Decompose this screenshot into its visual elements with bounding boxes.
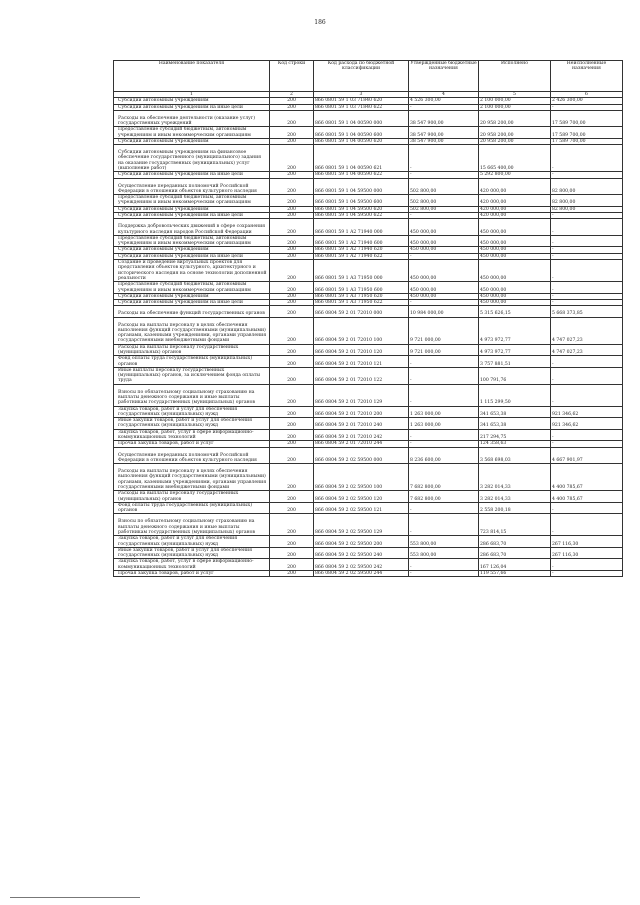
row-unexecuted: 5 668 373,85 <box>551 306 623 317</box>
row-code: 200 <box>270 306 314 317</box>
row-name: Субсидии автономным учреждениям на иные цели <box>114 213 270 219</box>
table-row <box>114 145 623 172</box>
row-unexecuted: - <box>551 429 623 441</box>
row-approved: - <box>409 172 479 178</box>
header-unexecuted: Неисполненные назначения <box>551 61 623 92</box>
row-executed: 3 282 014,33 <box>479 464 551 491</box>
row-unexecuted: 4 400 785,67 <box>551 491 623 503</box>
row-classification-code: 866 0804 59 2 02 59500 121 <box>314 502 409 514</box>
row-approved: - <box>409 514 479 536</box>
row-approved: - <box>409 502 479 514</box>
row-code: 200 <box>270 429 314 441</box>
table-row <box>114 406 623 418</box>
row-code: 200 <box>270 127 314 139</box>
row-executed: 119 557,66 <box>479 571 551 577</box>
row-approved: - <box>409 300 479 306</box>
column-number: 3 <box>314 92 409 98</box>
row-executed: 2 100 000,00 <box>479 98 551 104</box>
row-code: 200 <box>270 317 314 344</box>
row-approved: 38 547 900,00 <box>409 138 479 144</box>
header-classification: Код расхода по бюджетной классификации <box>314 61 409 92</box>
row-unexecuted: - <box>551 235 623 247</box>
table-row <box>114 195 623 207</box>
row-executed: 3 568 698,03 <box>479 447 551 464</box>
row-code: 200 <box>270 195 314 207</box>
row-approved: 1 263 000,00 <box>409 406 479 418</box>
row-approved: 502 800,00 <box>409 206 479 212</box>
table-row <box>114 571 623 577</box>
row-classification-code: 866 0804 59 2 01 72010 122 <box>314 367 409 384</box>
row-name: Предоставление субсидий бюджетным, автономным учреждениям и иным некоммерческим организациям <box>114 195 270 207</box>
row-unexecuted: 17 589 700,00 <box>551 127 623 139</box>
row-executed: 5 292 800,00 <box>479 172 551 178</box>
row-classification-code: 866 0804 59 2 02 59500 129 <box>314 514 409 536</box>
row-approved: - <box>409 571 479 577</box>
row-code: 200 <box>270 172 314 178</box>
budget-execution-table <box>113 60 623 577</box>
row-classification-code: 866 0804 59 2 02 59500 000 <box>314 447 409 464</box>
row-unexecuted: - <box>551 300 623 306</box>
row-executed: 420 000,00 <box>479 178 551 195</box>
row-classification-code: 866 0801 59 1 A3 71950 622 <box>314 300 409 306</box>
row-unexecuted: 267 116,30 <box>551 536 623 548</box>
row-executed: 20 958 200,00 <box>479 127 551 139</box>
row-code: 200 <box>270 384 314 406</box>
row-approved: 8 236 600,00 <box>409 447 479 464</box>
row-unexecuted: 921 346,62 <box>551 418 623 430</box>
table-row <box>114 282 623 294</box>
row-approved: 450 000,00 <box>409 260 479 282</box>
row-classification-code: 866 0801 59 1 04 00590 000 <box>314 110 409 127</box>
row-approved: - <box>409 253 479 259</box>
row-code: 200 <box>270 104 314 110</box>
row-classification-code: 866 0801 59 1 A3 71950 600 <box>314 282 409 294</box>
row-name: Взносы по обязательному социальному страхованию на выплаты денежного содержания и иные выплаты работникам государственных (муниципальных) органов <box>114 384 270 406</box>
row-unexecuted: - <box>551 145 623 172</box>
row-unexecuted: - <box>551 282 623 294</box>
row-approved: 9 721 000,00 <box>409 317 479 344</box>
row-classification-code: 866 0804 59 2 01 72010 242 <box>314 429 409 441</box>
row-approved: - <box>409 384 479 406</box>
row-name: Субсидии автономным учреждениям на финансовое обеспечение государственного (муниципального) задания на оказание государственных (муниципальных) услуг (выполнение работ) <box>114 145 270 172</box>
row-classification-code: 866 0801 59 1 04 00590 620 <box>314 138 409 144</box>
row-unexecuted: - <box>551 293 623 299</box>
row-code: 200 <box>270 206 314 212</box>
row-executed: 3 757 881,51 <box>479 356 551 368</box>
row-approved: - <box>409 213 479 219</box>
row-code: 200 <box>270 441 314 447</box>
row-classification-code: 866 0801 59 1 04 59500 620 <box>314 206 409 212</box>
row-executed: 100 791,76 <box>479 367 551 384</box>
row-unexecuted: 82 800,00 <box>551 178 623 195</box>
row-unexecuted: 2 426 300,00 <box>551 98 623 104</box>
row-unexecuted: 4 747 027,23 <box>551 317 623 344</box>
row-unexecuted: - <box>551 247 623 253</box>
row-code: 200 <box>270 235 314 247</box>
row-classification-code: 866 0804 59 2 01 72010 121 <box>314 356 409 368</box>
row-classification-code: 866 0801 59 1 04 59500 622 <box>314 213 409 219</box>
row-code: 200 <box>270 98 314 104</box>
row-code: 200 <box>270 502 314 514</box>
row-classification-code: 866 0804 59 2 02 59500 240 <box>314 547 409 559</box>
row-classification-code: 866 0804 59 2 01 72010 120 <box>314 344 409 356</box>
row-code: 200 <box>270 514 314 536</box>
row-code: 200 <box>270 367 314 384</box>
row-unexecuted: 4 747 027,23 <box>551 344 623 356</box>
row-approved: - <box>409 441 479 447</box>
row-code: 200 <box>270 247 314 253</box>
row-classification-code: 866 0801 59 1 A2 71940 000 <box>314 219 409 236</box>
row-code: 200 <box>270 571 314 577</box>
row-classification-code: 866 0801 59 1 04 59500 000 <box>314 178 409 195</box>
row-classification-code: 866 0804 59 2 01 72010 240 <box>314 418 409 430</box>
header-code: Код строки <box>270 61 314 92</box>
row-executed: 450 000,00 <box>479 260 551 282</box>
table-row <box>114 464 623 491</box>
row-executed: 286 683,70 <box>479 547 551 559</box>
row-classification-code: 866 0804 59 2 02 59500 244 <box>314 571 409 577</box>
row-executed: 217 294,75 <box>479 429 551 441</box>
row-classification-code: 866 0804 59 2 01 72010 200 <box>314 406 409 418</box>
row-executed: 450 000,00 <box>479 293 551 299</box>
row-classification-code: 866 0804 59 2 01 72010 129 <box>314 384 409 406</box>
row-classification-code: 866 0801 59 1 04 59500 600 <box>314 195 409 207</box>
row-name: Предоставление субсидий бюджетным, автономным учреждениям и иным некоммерческим организациям <box>114 235 270 247</box>
row-approved: 7 682 800,00 <box>409 464 479 491</box>
table-header-row <box>114 61 623 92</box>
row-approved: 450 000,00 <box>409 293 479 299</box>
row-name: Иные выплаты персоналу государственных (муниципальных) органов, за исключением фонда оплаты труда <box>114 367 270 384</box>
row-executed: 420 000,00 <box>479 213 551 219</box>
row-unexecuted: 4 667 901,97 <box>551 447 623 464</box>
row-classification-code: 866 0804 59 2 02 59500 242 <box>314 559 409 571</box>
row-executed: 450 000,00 <box>479 235 551 247</box>
row-executed: 286 683,70 <box>479 536 551 548</box>
row-approved: - <box>409 145 479 172</box>
row-classification-code: 866 0801 59 1 A3 71950 000 <box>314 260 409 282</box>
column-number: 1 <box>114 92 270 98</box>
row-executed: 4 973 972,77 <box>479 317 551 344</box>
row-executed: 341 653,38 <box>479 418 551 430</box>
row-name: Субсидии автономным учреждениям на иные цели <box>114 172 270 178</box>
row-code: 200 <box>270 219 314 236</box>
row-classification-code: 866 0801 59 1 A2 71940 622 <box>314 253 409 259</box>
table-row <box>114 491 623 503</box>
table-row <box>114 447 623 464</box>
column-number: 2 <box>270 92 314 98</box>
row-code: 200 <box>270 138 314 144</box>
row-name: Расходы на обеспечение деятельности (оказание услуг) государственных учреждений <box>114 110 270 127</box>
row-code: 200 <box>270 282 314 294</box>
row-name: Фонд оплаты труда государственных (муниципальных) органов <box>114 356 270 368</box>
row-name: Создание и проведение виртуальных проектов для представления объектов культурного, архитектурного и исторического наследия на основе технологии дополненной реальности <box>114 260 270 282</box>
row-name: Осуществление переданных полномочий Российской Федерации в отношении объектов культурного наследия <box>114 178 270 195</box>
row-approved: 10 984 000,00 <box>409 306 479 317</box>
row-name: Предоставление субсидий бюджетным, автономным учреждениям и иным некоммерческим организациям <box>114 282 270 294</box>
row-name: Субсидии автономным учреждениям на иные цели <box>114 253 270 259</box>
row-classification-code: 866 0801 59 1 04 00590 621 <box>314 145 409 172</box>
row-unexecuted: - <box>551 384 623 406</box>
row-unexecuted: - <box>551 367 623 384</box>
header-executed: Исполнено <box>479 61 551 92</box>
row-name: Осуществление переданных полномочий Российской Федерации в отношении объектов культурного наследия <box>114 447 270 464</box>
row-approved: - <box>409 559 479 571</box>
column-number: 4 <box>409 92 479 98</box>
table-row <box>114 367 623 384</box>
row-name: Иные закупки товаров, работ и услуг для обеспечения государственных (муниципальных) нужд <box>114 418 270 430</box>
row-code: 200 <box>270 464 314 491</box>
row-name: Субсидии автономным учреждениям на иные цели <box>114 300 270 306</box>
row-approved: 1 263 000,00 <box>409 418 479 430</box>
table-row <box>114 502 623 514</box>
row-code: 200 <box>270 300 314 306</box>
row-code: 200 <box>270 447 314 464</box>
row-unexecuted: - <box>551 559 623 571</box>
row-code: 200 <box>270 213 314 219</box>
row-name: Закупка товаров, работ, услуг в сфере информационно-коммуникационных технологий <box>114 429 270 441</box>
row-approved: 38 547 900,00 <box>409 110 479 127</box>
row-executed: 1 115 299,50 <box>479 384 551 406</box>
row-approved: - <box>409 356 479 368</box>
row-executed: 15 665 400,00 <box>479 145 551 172</box>
row-approved: 553 800,00 <box>409 547 479 559</box>
row-classification-code: 866 0804 59 2 02 59500 100 <box>314 464 409 491</box>
row-name: Предоставление субсидий бюджетным, автономным учреждениям и иным некоммерческим организациям <box>114 127 270 139</box>
table-row <box>114 514 623 536</box>
row-name: Субсидии автономным учреждениям <box>114 247 270 253</box>
row-executed: 2 558 200,18 <box>479 502 551 514</box>
row-approved: 450 000,00 <box>409 282 479 294</box>
row-approved: 450 000,00 <box>409 235 479 247</box>
row-name: Иные закупки товаров, работ и услуг для обеспечения государственных (муниципальных) нужд <box>114 547 270 559</box>
row-approved: 7 682 800,00 <box>409 491 479 503</box>
row-name: Расходы на выплаты персоналу в целях обеспечения выполнения функций государственными (муниципальными) органами, казенными учреждениями, органами управления государственными внебюджетными фондами <box>114 317 270 344</box>
table-row <box>114 317 623 344</box>
row-executed: 420 000,00 <box>479 206 551 212</box>
row-unexecuted: - <box>551 441 623 447</box>
row-code: 200 <box>270 406 314 418</box>
row-unexecuted: - <box>551 571 623 577</box>
row-name: Расходы на выплаты персоналу государственных (муниципальных) органов <box>114 491 270 503</box>
row-approved: - <box>409 429 479 441</box>
row-executed: 450 000,00 <box>479 300 551 306</box>
row-classification-code: 866 0804 59 2 01 72010 244 <box>314 441 409 447</box>
row-code: 200 <box>270 356 314 368</box>
table-row <box>114 547 623 559</box>
table-row <box>114 559 623 571</box>
page-number: 186 <box>314 19 326 26</box>
row-approved: 502 800,00 <box>409 195 479 207</box>
row-name: Закупка товаров, работ и услуг для обеспечения государственных (муниципальных) нужд <box>114 406 270 418</box>
row-name: Расходы на выплаты персоналу в целях обеспечения выполнения функций государственными (муниципальными) органами, казенными учреждениями, органами управления государственными внебюджетными фондами <box>114 464 270 491</box>
row-code: 200 <box>270 293 314 299</box>
row-executed: 167 126,04 <box>479 559 551 571</box>
row-approved: 450 000,00 <box>409 247 479 253</box>
row-executed: 20 958 200,00 <box>479 110 551 127</box>
row-executed: 4 973 972,77 <box>479 344 551 356</box>
table-row <box>114 260 623 282</box>
row-unexecuted: 267 116,30 <box>551 547 623 559</box>
row-name: Субсидии автономным учреждениям <box>114 98 270 104</box>
row-approved: 502 800,00 <box>409 178 479 195</box>
row-approved: 9 721 000,00 <box>409 344 479 356</box>
row-name: Субсидии автономным учреждениям на иные цели <box>114 104 270 110</box>
table-row <box>114 127 623 139</box>
table-row <box>114 235 623 247</box>
row-name: Поддержка добровольческих движений в сфере сохранения культурного наследия народов Российской Федерации <box>114 219 270 236</box>
table-row <box>114 429 623 441</box>
row-name: Расходы на выплаты персоналу государственных (муниципальных) органов <box>114 344 270 356</box>
row-unexecuted: 82 800,00 <box>551 195 623 207</box>
row-name: Субсидии автономным учреждениям <box>114 138 270 144</box>
row-name: Субсидии автономным учреждениям <box>114 293 270 299</box>
row-executed: 450 000,00 <box>479 247 551 253</box>
row-unexecuted: - <box>551 260 623 282</box>
row-executed: 723 814,15 <box>479 514 551 536</box>
row-name: Взносы по обязательному социальному страхованию на выплаты денежного содержания и иные выплаты работникам государственных (муниципальных) органов <box>114 514 270 536</box>
row-executed: 3 282 014,33 <box>479 491 551 503</box>
row-code: 200 <box>270 536 314 548</box>
row-executed: 450 000,00 <box>479 253 551 259</box>
row-executed: 450 000,00 <box>479 282 551 294</box>
row-unexecuted: 4 400 785,67 <box>551 464 623 491</box>
row-classification-code: 866 0804 59 2 02 59500 200 <box>314 536 409 548</box>
column-number: 6 <box>551 92 623 98</box>
row-classification-code: 866 0801 59 1 04 00590 622 <box>314 172 409 178</box>
row-unexecuted: - <box>551 219 623 236</box>
row-executed: 124 358,63 <box>479 441 551 447</box>
row-classification-code: 866 0801 59 1 A2 71940 620 <box>314 247 409 253</box>
table-row <box>114 384 623 406</box>
row-approved: 38 547 900,00 <box>409 127 479 139</box>
row-name: Закупка товаров, работ, услуг в сфере информационно-коммуникационных технологий <box>114 559 270 571</box>
row-name: Субсидии автономным учреждениям <box>114 206 270 212</box>
row-unexecuted: 921 346,62 <box>551 406 623 418</box>
row-unexecuted: 17 589 700,00 <box>551 110 623 127</box>
row-classification-code: 866 0801 59 1 03 71840 620 <box>314 98 409 104</box>
row-unexecuted: - <box>551 502 623 514</box>
row-code: 200 <box>270 491 314 503</box>
row-classification-code: 866 0801 59 1 04 00590 600 <box>314 127 409 139</box>
row-executed: 420 000,00 <box>479 195 551 207</box>
table-row <box>114 344 623 356</box>
row-classification-code: 866 0801 59 1 A2 71940 600 <box>314 235 409 247</box>
row-unexecuted: 82 800,00 <box>551 206 623 212</box>
footer-line <box>10 897 140 898</box>
row-name: Фонд оплаты труда государственных (муниципальных) органов <box>114 502 270 514</box>
row-classification-code: 866 0801 59 1 A3 71950 620 <box>314 293 409 299</box>
table-row <box>114 306 623 317</box>
row-unexecuted: - <box>551 104 623 110</box>
row-unexecuted: - <box>551 356 623 368</box>
row-approved: 553 800,00 <box>409 536 479 548</box>
row-approved: - <box>409 104 479 110</box>
row-code: 200 <box>270 178 314 195</box>
row-unexecuted: 17 589 700,00 <box>551 138 623 144</box>
row-code: 200 <box>270 418 314 430</box>
row-name: Прочая закупка товаров, работ и услуг <box>114 571 270 577</box>
row-classification-code: 866 0804 59 2 02 59500 120 <box>314 491 409 503</box>
row-code: 200 <box>270 253 314 259</box>
row-approved: - <box>409 367 479 384</box>
row-name: Закупка товаров, работ и услуг для обеспечения государственных (муниципальных) нужд <box>114 536 270 548</box>
table-row <box>114 110 623 127</box>
row-code: 200 <box>270 110 314 127</box>
header-approved: Утвержденные бюджетные назначения <box>409 61 479 92</box>
row-code: 200 <box>270 547 314 559</box>
row-unexecuted: - <box>551 172 623 178</box>
row-unexecuted: - <box>551 213 623 219</box>
row-code: 200 <box>270 344 314 356</box>
row-code: 200 <box>270 559 314 571</box>
row-approved: 4 526 300,00 <box>409 98 479 104</box>
row-classification-code: 866 0801 59 1 03 71840 622 <box>314 104 409 110</box>
row-executed: 5 315 626,15 <box>479 306 551 317</box>
row-name: Прочая закупка товаров, работ и услуг <box>114 441 270 447</box>
row-approved: 450 000,00 <box>409 219 479 236</box>
row-executed: 450 000,00 <box>479 219 551 236</box>
table-row <box>114 536 623 548</box>
row-classification-code: 866 0804 59 2 01 72010 000 <box>314 306 409 317</box>
row-code: 200 <box>270 260 314 282</box>
table-row <box>114 219 623 236</box>
table-row <box>114 418 623 430</box>
table-row <box>114 356 623 368</box>
table-row <box>114 178 623 195</box>
row-unexecuted: - <box>551 514 623 536</box>
row-classification-code: 866 0804 59 2 01 72010 100 <box>314 317 409 344</box>
row-unexecuted: - <box>551 253 623 259</box>
row-executed: 2 100 000,00 <box>479 104 551 110</box>
row-name: Расходы на обеспечение функций государственных органов <box>114 306 270 317</box>
column-number: 5 <box>479 92 551 98</box>
row-code: 200 <box>270 145 314 172</box>
row-executed: 20 958 200,00 <box>479 138 551 144</box>
header-name: Наименование показателя <box>114 61 270 92</box>
row-executed: 341 653,38 <box>479 406 551 418</box>
